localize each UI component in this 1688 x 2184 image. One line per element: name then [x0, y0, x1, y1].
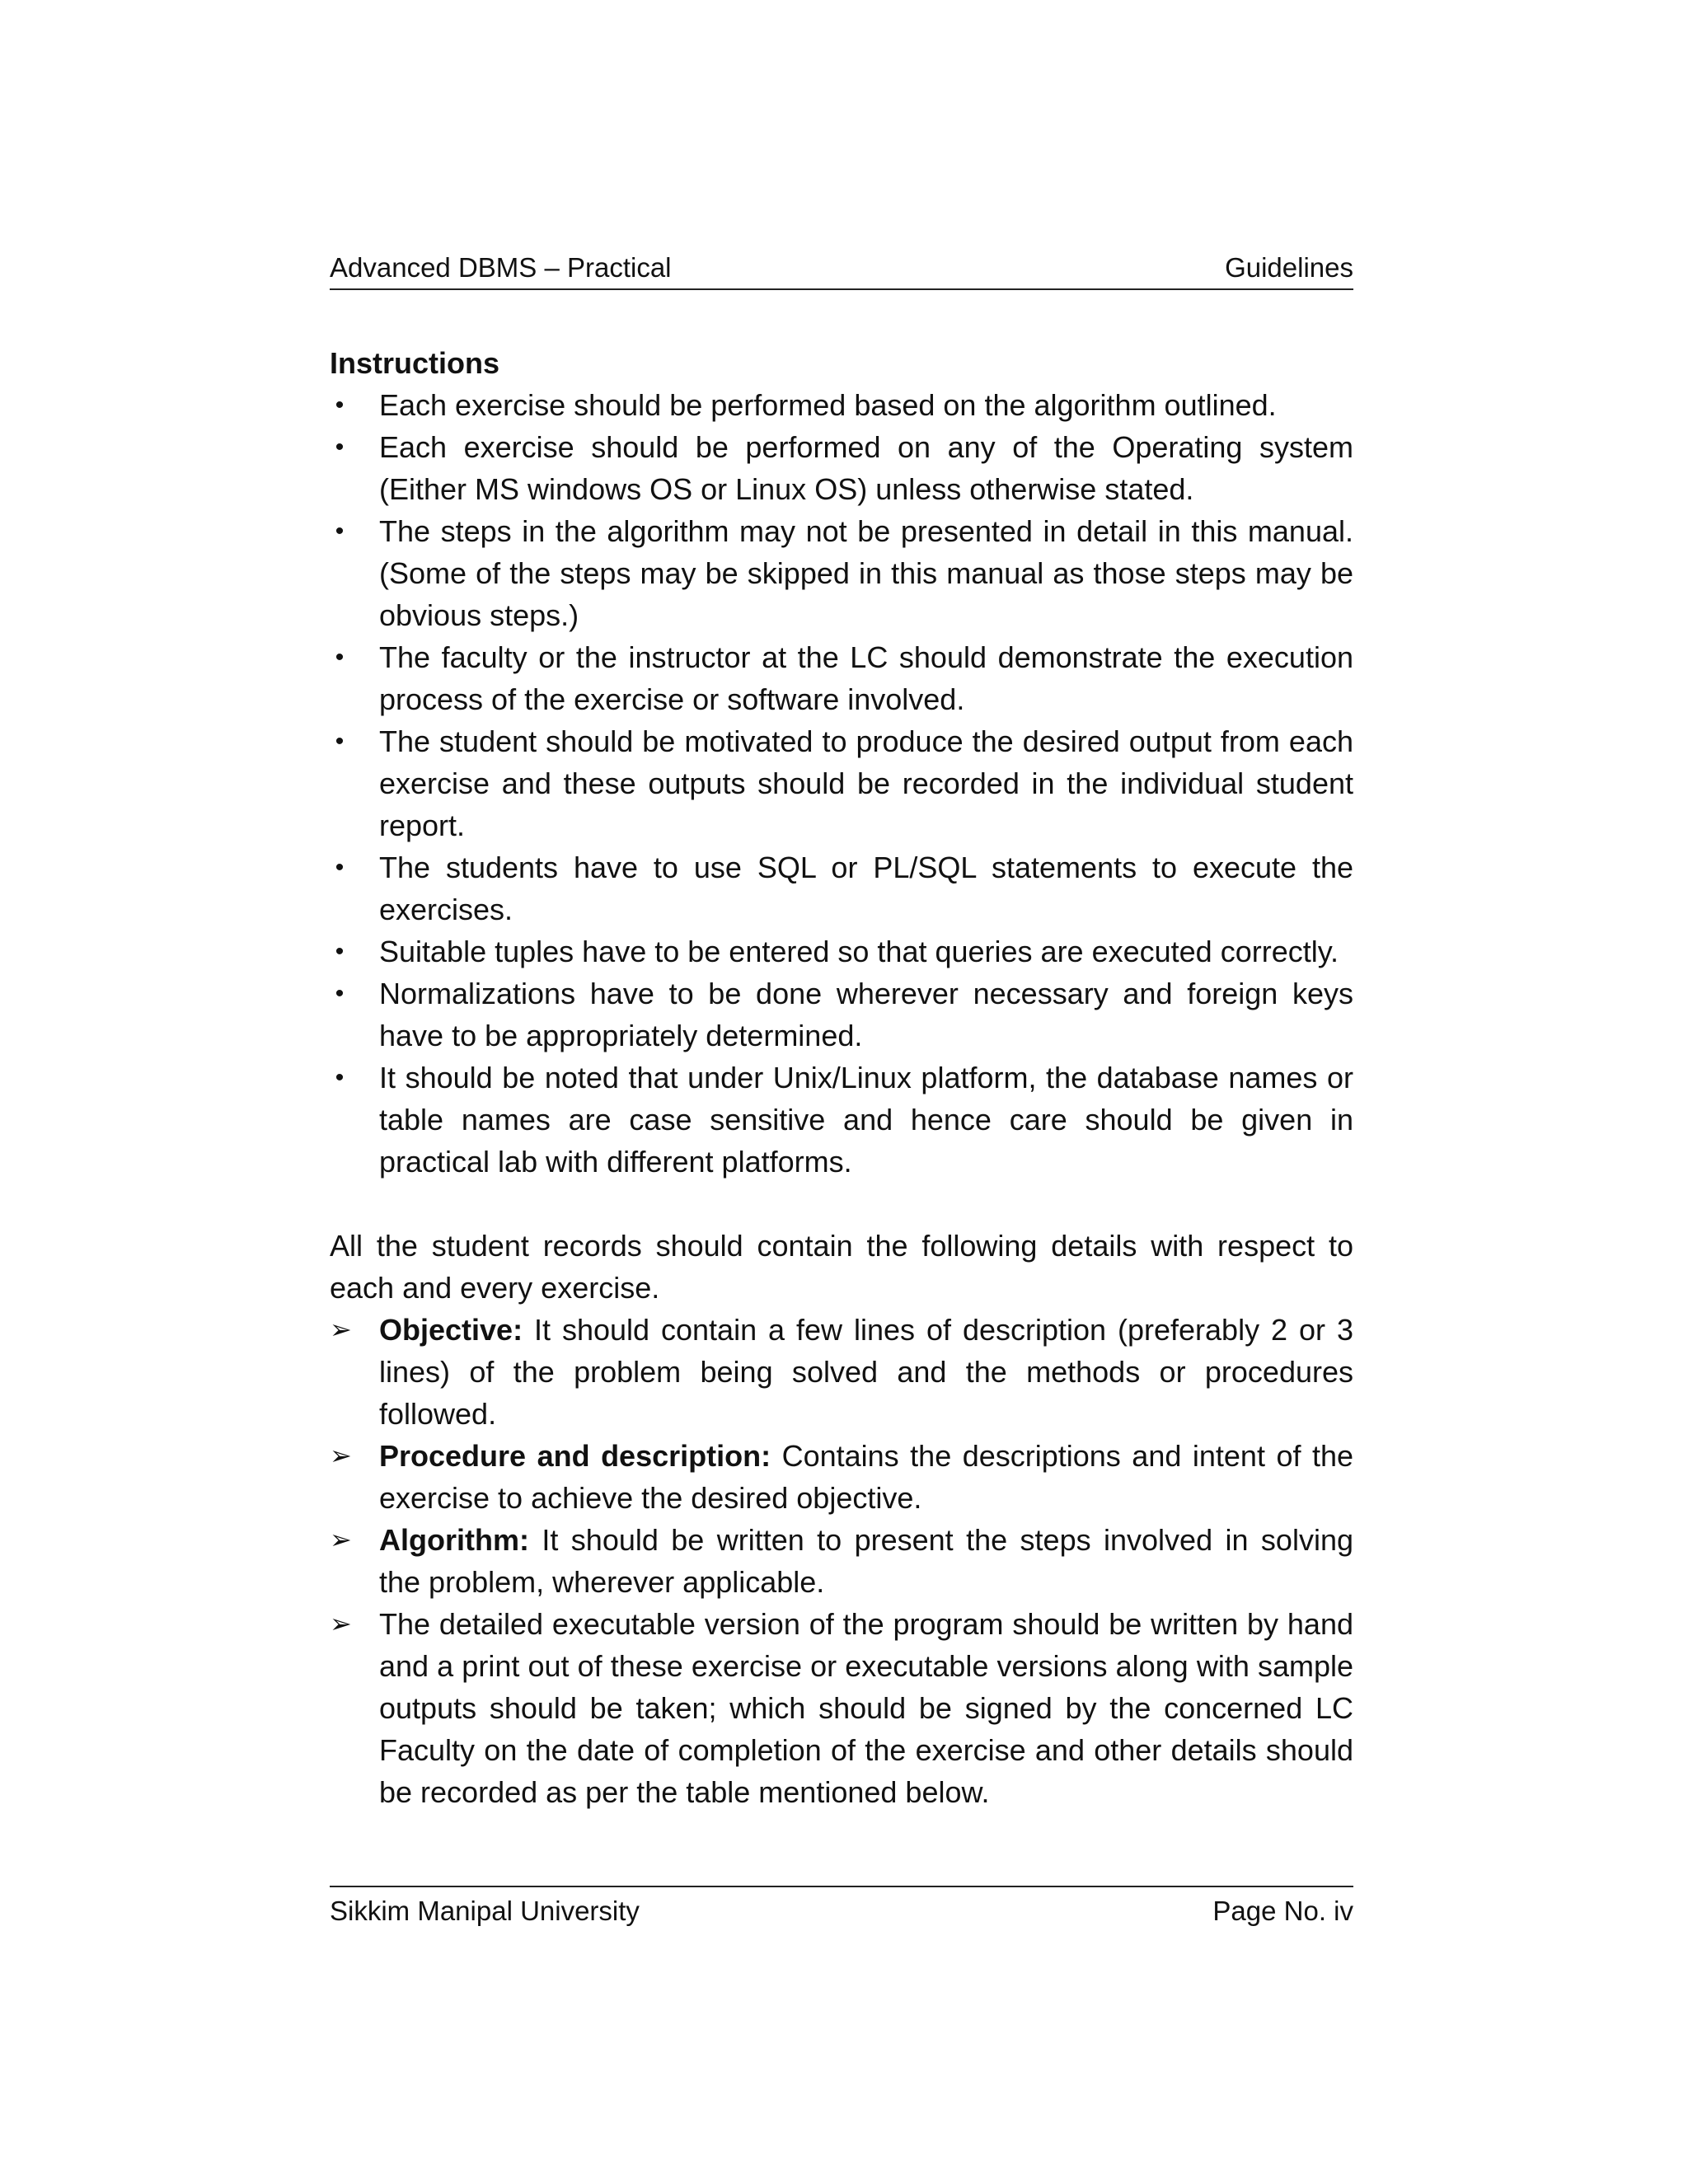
- list-item: • Suitable tuples have to be entered so that queries are executed correctly.: [330, 930, 1353, 972]
- header-title: Advanced DBMS – Practical: [330, 252, 672, 283]
- document-page: [330, 0, 1353, 2184]
- footer-university: Sikkim Manipal University: [330, 1896, 640, 1926]
- list-item: ➢ Algorithm: It should be written to present the steps involved in solving the problem, wherever applicable.: [330, 1519, 1353, 1603]
- bullet-icon: •: [335, 518, 345, 545]
- arrow-bullet-icon: ➢: [330, 1441, 352, 1470]
- list-item: ➢ Objective: It should contain a few lines of description (preferably 2 or 3 lines) of the problem being solved and the methods or procedures followed.: [330, 1309, 1353, 1435]
- bullet-icon: •: [335, 938, 345, 965]
- list-item: ➢ Procedure and description: Contains the descriptions and intent of the exercise to achieve the desired objective.: [330, 1435, 1353, 1519]
- instructions-list: [330, 384, 1353, 1183]
- bullet-icon: •: [335, 644, 345, 671]
- page-number: Page No. iv: [1212, 1896, 1353, 1926]
- header-section: Guidelines: [1225, 252, 1353, 283]
- list-item: • Each exercise should be performed on any of the Operating system (Either MS windows OS or Linux OS) unless otherwise stated.: [330, 426, 1353, 510]
- arrow-bullet-icon: ➢: [330, 1609, 352, 1638]
- page-header: [330, 246, 1353, 290]
- records-intro: All the student records should contain the following details with respect to each and every exercise.: [330, 1229, 1353, 1305]
- page-footer: [330, 1886, 1353, 1927]
- bullet-icon: •: [335, 980, 345, 1007]
- page-content: [330, 342, 1353, 1813]
- arrow-bullet-icon: ➢: [330, 1315, 352, 1344]
- bullet-icon: •: [335, 434, 345, 461]
- list-item: • The students have to use SQL or PL/SQL statements to execute the exercises.: [330, 846, 1353, 930]
- arrow-bullet-icon: ➢: [330, 1525, 352, 1554]
- list-item: • It should be noted that under Unix/Linux platform, the database names or table names are case sensitive and hence care should be given in practical lab with different platforms.: [330, 1057, 1353, 1183]
- item-label: Algorithm:: [379, 1523, 529, 1557]
- bullet-icon: •: [335, 728, 345, 755]
- list-item: • Normalizations have to be done wherever necessary and foreign keys have to be appropriately determined.: [330, 972, 1353, 1057]
- list-item: • The student should be motivated to produce the desired output from each exercise and these outputs should be recorded in the individual student report.: [330, 720, 1353, 846]
- instructions-heading: Instructions: [330, 346, 500, 380]
- bullet-icon: •: [335, 854, 345, 881]
- list-item: • The steps in the algorithm may not be presented in detail in this manual. (Some of the steps may be skipped in this manual as those steps may be obvious steps.): [330, 510, 1353, 636]
- list-item: • The faculty or the instructor at the LC should demonstrate the execution process of the exercise or software involved.: [330, 636, 1353, 720]
- list-item: • Each exercise should be performed based on the algorithm outlined.: [330, 384, 1353, 426]
- list-item: ➢ The detailed executable version of the program should be written by hand and a print out of these exercise or executable versions along with sample outputs should be taken; which should be signed by the concerned LC Faculty on the date of completion of the exercise and other details should be recorded as per the table mentioned below.: [330, 1603, 1353, 1813]
- bullet-icon: •: [335, 391, 345, 419]
- item-label: Objective:: [379, 1313, 523, 1347]
- records-list: [330, 1309, 1353, 1813]
- bullet-icon: •: [335, 1064, 345, 1091]
- item-label: Procedure and description:: [379, 1439, 771, 1473]
